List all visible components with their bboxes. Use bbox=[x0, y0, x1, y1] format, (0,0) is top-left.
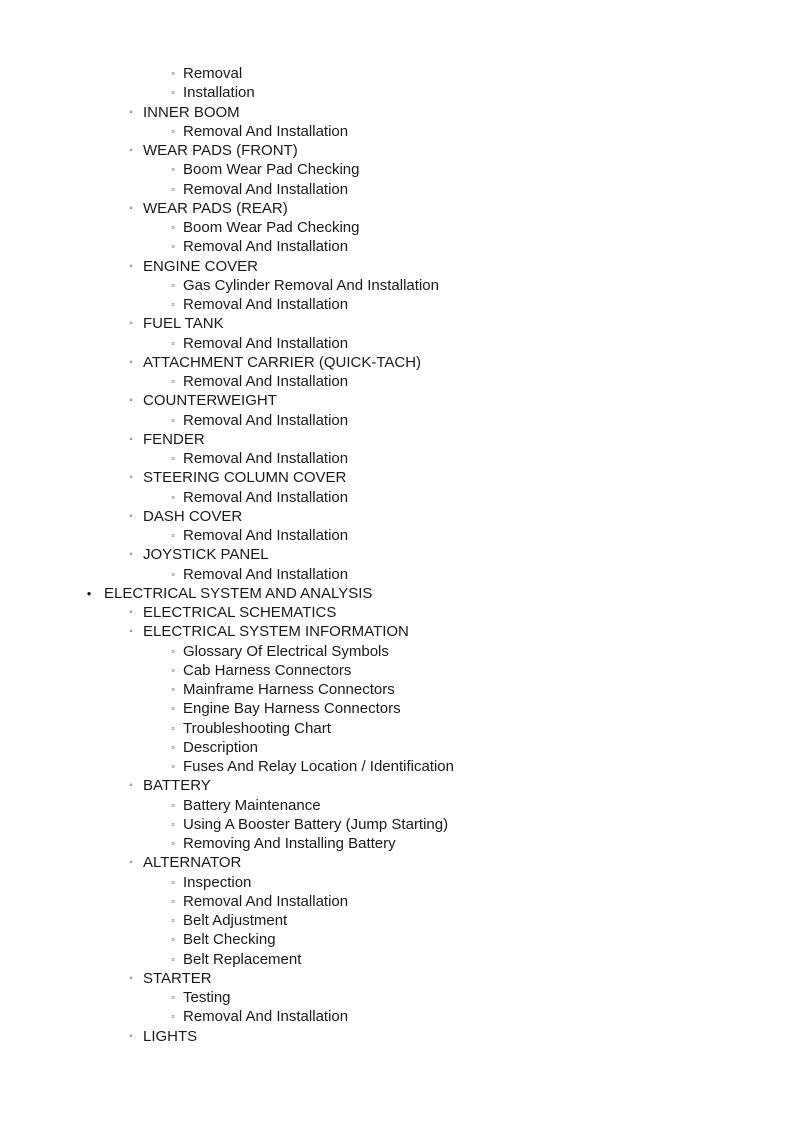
item-label: ENGINE COVER bbox=[143, 257, 259, 275]
item-label: Removal And Installation bbox=[183, 1008, 349, 1026]
bullet-marker: • bbox=[86, 585, 92, 601]
bullet-marker: ▫ bbox=[171, 915, 175, 925]
bullet-marker: ◦ bbox=[129, 510, 133, 522]
bullet-marker: ▫ bbox=[171, 818, 175, 829]
item-label: Gas Cylinder Removal And Installation bbox=[183, 276, 439, 294]
bullet-marker: ◦ bbox=[129, 318, 133, 330]
bullet-marker: ▫ bbox=[171, 741, 175, 752]
subsection-item bbox=[0, 545, 794, 564]
item-label: Belt Replacement bbox=[183, 950, 302, 968]
item-label: Removal And Installation bbox=[183, 180, 349, 198]
bullet-marker: ▫ bbox=[171, 645, 175, 656]
topic-item bbox=[0, 892, 794, 911]
topic-item bbox=[0, 64, 794, 83]
item-label: DASH COVER bbox=[143, 507, 243, 525]
bullet-marker: ▫ bbox=[171, 664, 175, 675]
topic-item bbox=[0, 237, 794, 256]
subsection-item bbox=[0, 622, 794, 641]
item-label: Engine Bay Harness Connectors bbox=[183, 700, 401, 718]
item-label: Fuses And Relay Location / Identification bbox=[183, 758, 454, 775]
topic-item bbox=[0, 661, 794, 680]
item-label: ELECTRICAL SCHEMATICS bbox=[143, 604, 337, 621]
item-label: Removal And Installation bbox=[183, 450, 349, 467]
bullet-marker: ▫ bbox=[171, 799, 175, 810]
bullet-marker: ◦ bbox=[129, 106, 133, 118]
bullet-marker: ◦ bbox=[129, 395, 133, 407]
bullet-marker: ◦ bbox=[129, 433, 133, 445]
bullet-marker: ◦ bbox=[129, 607, 133, 618]
item-label: Removal And Installation bbox=[183, 122, 349, 140]
bullet-marker: ▫ bbox=[171, 125, 175, 136]
subsection-item bbox=[0, 314, 794, 333]
topic-item bbox=[0, 488, 794, 507]
item-label: WEAR PADS (FRONT) bbox=[143, 142, 298, 159]
subsection-item bbox=[0, 603, 794, 622]
bullet-marker: ◦ bbox=[129, 260, 133, 272]
item-label: JOYSTICK PANEL bbox=[143, 546, 269, 564]
item-label: Troubleshooting Chart bbox=[183, 719, 331, 737]
topic-item bbox=[0, 372, 794, 391]
topic-item bbox=[0, 565, 794, 584]
bullet-marker: ▫ bbox=[171, 222, 175, 232]
item-label: Boom Wear Pad Checking bbox=[183, 219, 360, 236]
bullet-marker: ▫ bbox=[171, 491, 175, 502]
bullet-marker: ▫ bbox=[171, 876, 175, 887]
item-label: Boom Wear Pad Checking bbox=[183, 161, 360, 179]
topic-item bbox=[0, 796, 794, 815]
topic-item bbox=[0, 276, 794, 295]
subsection-item bbox=[0, 776, 794, 795]
bullet-marker: ◦ bbox=[129, 972, 133, 984]
topic-item bbox=[0, 122, 794, 141]
bullet-marker: ▫ bbox=[171, 761, 175, 771]
item-label: FUEL TANK bbox=[143, 315, 224, 333]
topic-item bbox=[0, 1007, 794, 1026]
bullet-marker: ▫ bbox=[171, 934, 175, 945]
item-label: Inspection bbox=[183, 873, 252, 891]
bullet-marker: ◦ bbox=[129, 857, 133, 869]
topic-item bbox=[0, 834, 794, 853]
topic-item bbox=[0, 295, 794, 314]
item-label: Mainframe Harness Connectors bbox=[183, 681, 395, 698]
item-label: Belt Checking bbox=[183, 931, 276, 949]
bullet-marker: ◦ bbox=[129, 472, 133, 484]
subsection-item bbox=[0, 199, 794, 218]
item-label: FENDER bbox=[143, 430, 205, 448]
item-label: Battery Maintenance bbox=[183, 796, 321, 814]
item-label: Removal And Installation bbox=[183, 565, 349, 583]
item-label: Description bbox=[183, 738, 259, 756]
subsection-item bbox=[0, 853, 794, 872]
item-label: LIGHTS bbox=[143, 1027, 198, 1045]
bullet-marker: ▫ bbox=[171, 568, 175, 579]
item-label: Removal And Installation bbox=[183, 373, 349, 390]
bullet-marker: ▫ bbox=[171, 164, 175, 175]
bullet-marker: ◦ bbox=[129, 202, 133, 214]
subsection-item bbox=[0, 1027, 794, 1046]
bullet-marker: ◦ bbox=[129, 1030, 133, 1042]
item-label: Belt Adjustment bbox=[183, 912, 288, 929]
subsection-item bbox=[0, 468, 794, 487]
item-label: STEERING COLUMN COVER bbox=[143, 469, 347, 487]
topic-item bbox=[0, 83, 794, 102]
item-label: Installation bbox=[183, 84, 255, 102]
bullet-marker: ▫ bbox=[171, 279, 175, 290]
item-label: INNER BOOM bbox=[143, 103, 240, 121]
bullet-marker: ▫ bbox=[171, 376, 175, 386]
bullet-marker: ▫ bbox=[171, 414, 175, 425]
bullet-marker: ▫ bbox=[171, 241, 175, 252]
topic-item bbox=[0, 526, 794, 545]
table-of-contents-list bbox=[0, 64, 794, 1046]
topic-item bbox=[0, 757, 794, 776]
subsection-item bbox=[0, 257, 794, 276]
subsection-item bbox=[0, 141, 794, 160]
topic-item bbox=[0, 160, 794, 179]
item-label: Cab Harness Connectors bbox=[183, 661, 352, 679]
item-label: WEAR PADS (REAR) bbox=[143, 199, 288, 217]
subsection-item bbox=[0, 507, 794, 526]
section-item bbox=[0, 584, 794, 603]
bullet-marker: ▫ bbox=[171, 1011, 175, 1022]
topic-item bbox=[0, 738, 794, 757]
topic-item bbox=[0, 411, 794, 430]
item-label: ATTACHMENT CARRIER (QUICK-TACH) bbox=[143, 353, 422, 371]
bullet-marker: ◦ bbox=[129, 549, 133, 561]
item-label: ALTERNATOR bbox=[143, 854, 242, 872]
bullet-marker: ▫ bbox=[171, 68, 175, 78]
bullet-marker: ◦ bbox=[129, 356, 133, 368]
item-label: Testing bbox=[183, 989, 231, 1006]
subsection-item bbox=[0, 430, 794, 449]
item-label: Removal And Installation bbox=[183, 527, 349, 544]
bullet-marker: ▫ bbox=[171, 337, 175, 348]
topic-item bbox=[0, 950, 794, 969]
topic-item bbox=[0, 699, 794, 718]
topic-item bbox=[0, 680, 794, 699]
item-label: COUNTERWEIGHT bbox=[143, 392, 277, 410]
bullet-marker: ▫ bbox=[171, 453, 175, 463]
bullet-marker: ▫ bbox=[171, 183, 175, 194]
item-label: Removal And Installation bbox=[183, 892, 349, 910]
topic-item bbox=[0, 449, 794, 468]
bullet-marker: ▫ bbox=[171, 703, 175, 714]
topic-item bbox=[0, 815, 794, 834]
subsection-item bbox=[0, 353, 794, 372]
bullet-marker: ▫ bbox=[171, 684, 175, 694]
topic-item bbox=[0, 642, 794, 661]
topic-item bbox=[0, 988, 794, 1007]
item-label: ELECTRICAL SYSTEM INFORMATION bbox=[143, 623, 409, 641]
bullet-marker: ▫ bbox=[171, 299, 175, 309]
item-label: ELECTRICAL SYSTEM AND ANALYSIS bbox=[104, 584, 373, 602]
topic-item bbox=[0, 873, 794, 892]
bullet-marker: ◦ bbox=[129, 626, 133, 638]
item-label: Removing And Installing Battery bbox=[183, 835, 396, 852]
item-label: Removal And Installation bbox=[183, 334, 349, 352]
topic-item bbox=[0, 334, 794, 353]
bullet-marker: ▫ bbox=[171, 530, 175, 540]
topic-item bbox=[0, 911, 794, 930]
bullet-marker: ▫ bbox=[171, 953, 175, 964]
item-label: STARTER bbox=[143, 969, 212, 987]
bullet-marker: ▫ bbox=[171, 895, 175, 906]
topic-item bbox=[0, 218, 794, 237]
bullet-marker: ▫ bbox=[171, 992, 175, 1002]
bullet-marker: ▫ bbox=[171, 838, 175, 848]
item-label: Removal And Installation bbox=[183, 296, 349, 313]
subsection-item bbox=[0, 103, 794, 122]
topic-item bbox=[0, 930, 794, 949]
item-label: Using A Booster Battery (Jump Starting) bbox=[183, 815, 449, 833]
item-label: Glossary Of Electrical Symbols bbox=[183, 642, 389, 660]
item-label: Removal And Installation bbox=[183, 411, 349, 429]
bullet-marker: ▫ bbox=[171, 722, 175, 733]
item-label: BATTERY bbox=[143, 777, 211, 795]
bullet-marker: ▫ bbox=[171, 87, 175, 98]
topic-item bbox=[0, 180, 794, 199]
topic-item bbox=[0, 719, 794, 738]
item-label: Removal And Installation bbox=[183, 238, 349, 256]
subsection-item bbox=[0, 391, 794, 410]
item-label: Removal bbox=[183, 65, 243, 82]
bullet-marker: ◦ bbox=[129, 780, 133, 792]
item-label: Removal And Installation bbox=[183, 488, 349, 506]
bullet-marker: ◦ bbox=[129, 145, 133, 156]
subsection-item bbox=[0, 969, 794, 988]
